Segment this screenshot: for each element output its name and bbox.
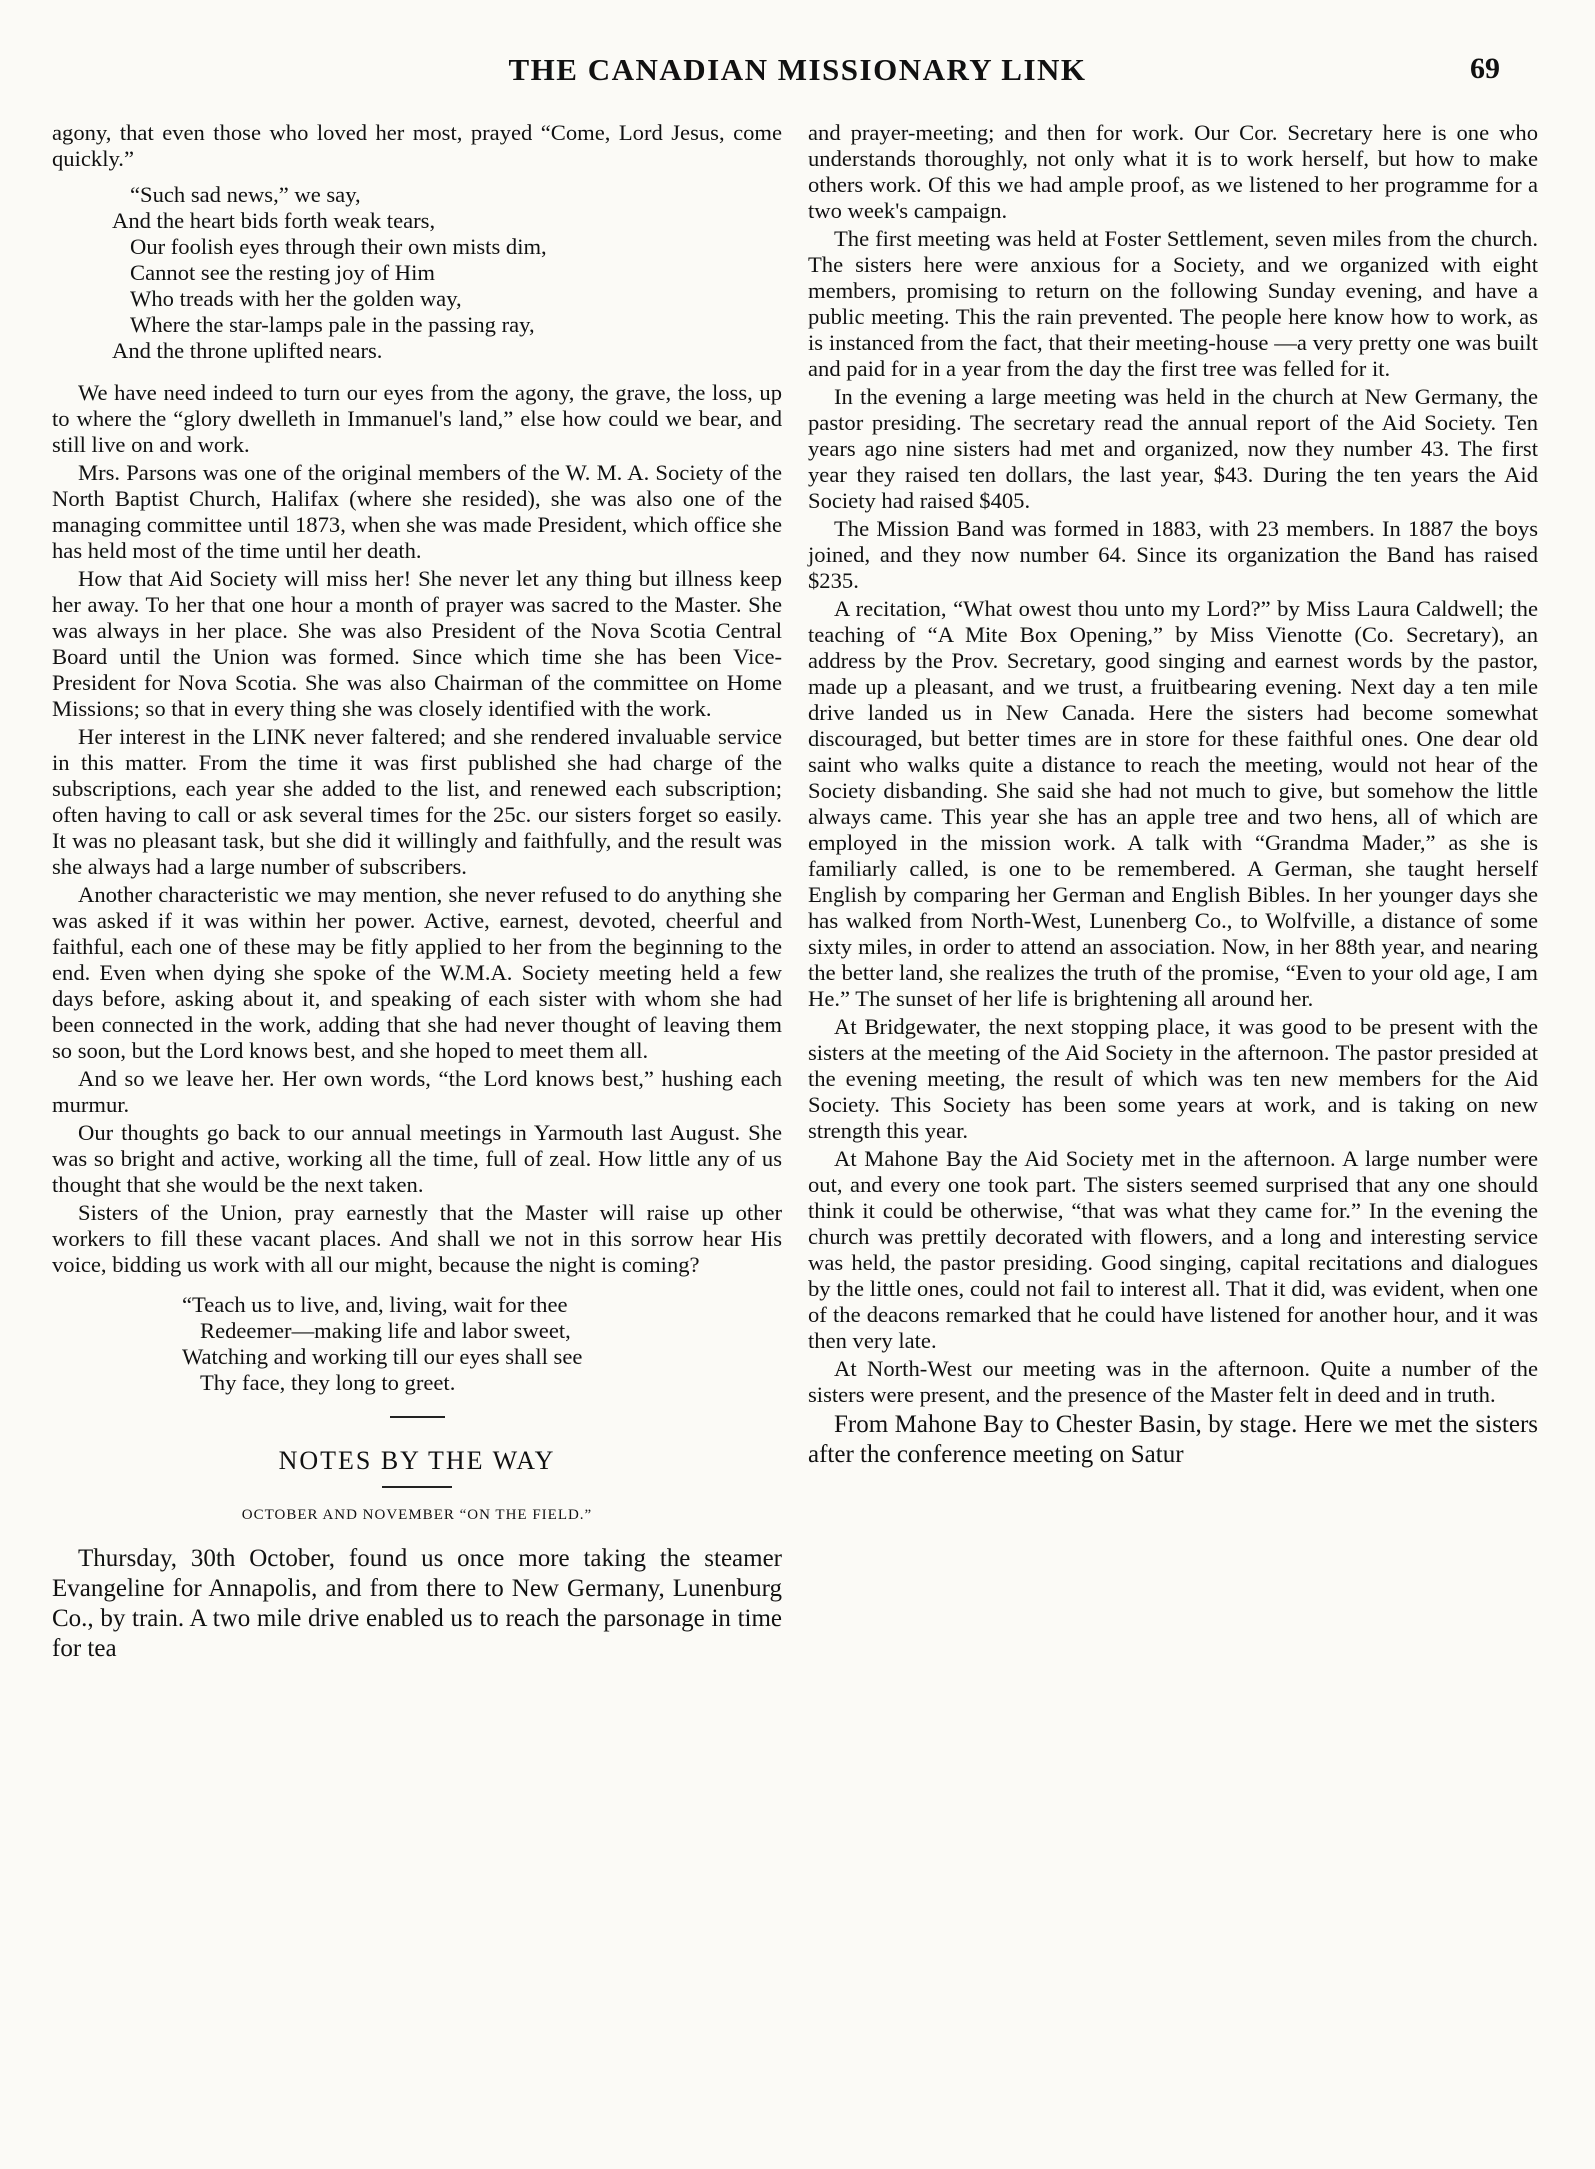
poem-line: Our foolish eyes through their own mists dim,	[130, 234, 547, 259]
paragraph: Sisters of the Union, pray earnestly that the Master will raise up other workers to fill these vacant places. And shall we not in this sorrow hear His voice, bidding us work with all our might, because the night is coming?	[52, 1200, 782, 1277]
publication-title: THE CANADIAN MISSIONARY LINK	[508, 52, 1087, 87]
section-heading: NOTES BY THE WAY	[278, 1446, 556, 1475]
poem-line: Thy face, they long to greet.	[200, 1370, 456, 1395]
page-number: 69	[1470, 52, 1500, 85]
paragraph: Another characteristic we may mention, she never refused to do anything she was asked if it was within her power. Active, earnest, devoted, cheerful and faithful, each one of these may be fitly applied to her from the beginning to the end. Even when dying she spoke of the W.M.A. Society meeting held a few days before, asking about it, and speaking of each sister with whom she had been connected in the work, adding that she had never thought of leaving them so soon, but the Lord knows best, and she hoped to meet them all.	[52, 882, 782, 1063]
paragraph: At Mahone Bay the Aid Society met in the afternoon. A large number were out, and every one took part. The sisters seemed surprised that any one should think it could be otherwise, “that was what they came for.” In the evening the church was prettily decorated with flowers, and a long and interesting service was held, the pastor presiding. Good singing, capital recitations and dialogues by the little ones, could not fail to interest all. That it did, was evident, when one of the deacons remarked that he could have listened for another hour, and it was then very late.	[808, 1146, 1538, 1353]
poem-line: Redeemer—making life and labor sweet,	[200, 1318, 571, 1343]
poem-line: Cannot see the resting joy of Him	[130, 260, 435, 285]
paragraph: In the evening a large meeting was held in the church at New Germany, the pastor presiding. The secretary read the annual report of the Aid Society. Ten years ago nine sisters had met and organized, now they number 43. The first year they raised ten dollars, the last year, $43. During the ten years the Aid Society had raised $405.	[808, 384, 1538, 513]
page-header	[0, 52, 1595, 102]
poem-line: “Teach us to live, and, living, wait for thee	[182, 1292, 568, 1317]
poem-teach-us-to-live	[52, 1292, 782, 1396]
paragraph-opening: agony, that even those who loved her most, prayed “Come, Lord Jesus, come quickly.”	[52, 120, 782, 171]
poem-line: Who treads with her the golden way,	[130, 286, 462, 311]
paragraph: The first meeting was held at Foster Settlement, seven miles from the church. The sisters here were anxious for a Society, and we organized with eight members, promising to return on the following Sunday evening, and have a public meeting. This the rain prevented. The people here know how to work, as is instanced from the fact, that their meeting-house —a very pretty one was built and paid for in a year from the day the first tree was felled for it.	[808, 226, 1538, 381]
poem-line: And the throne uplifted nears.	[112, 338, 383, 363]
paragraph: At North-West our meeting was in the afternoon. Quite a number of the sisters were present, and the presence of the Master felt in deed and in truth.	[808, 1356, 1538, 1407]
divider-rule	[382, 1486, 452, 1488]
paragraph: And so we leave her. Her own words, “the Lord knows best,” hushing each murmur.	[52, 1066, 782, 1117]
paragraph: We have need indeed to turn our eyes from the agony, the grave, the loss, up to where the “glory dwelleth in Immanuel's land,” else how could we bear, and still live on and work.	[52, 380, 782, 457]
paragraph: From Mahone Bay to Chester Basin, by stage. Here we met the sisters after the conference meeting on Satur	[808, 1411, 1538, 1468]
paragraph: At Bridgewater, the next stopping place, it was good to be present with the sisters at the meeting of the Aid Society in the afternoon. The pastor presided at the evening meeting, the result of which was ten new members for the Aid Society. This Society has been some years at work, and is taking on new strength this year.	[808, 1014, 1538, 1143]
paragraph: A recitation, “What owest thou unto my Lord?” by Miss Laura Caldwell; the teaching of “A Mite Box Opening,” by Miss Vienotte (Co. Secretary), an address by the Prov. Secretary, good singing and earnest words by the pastor, made up a pleasant, and we trust, a fruitbearing evening. Next day a ten mile drive landed us in New Canada. Here the sisters had become somewhat discouraged, but better times are in store for these faithful ones. One dear old saint who walks quite a distance to reach the meeting, would not hear of the Society disbanding. She said she had not much to give, but somehow the little always came. This year she has an apple tree and two hens, all of which are employed in the mission work. A talk with “Grandma Mader,” as she is familiarly called, is one to be remembered. A German, she taught herself English by comparing her German and English Bibles. In her younger days she has walked from North-West, Lunenberg Co., to Wolfville, a distance of some sixty miles, in order to attend an association. Now, in her 88th year, and nearing the better land, she realizes the truth of the promise, “Even to your old age, I am He.” The sunset of her life is brightening all around her.	[808, 596, 1538, 1011]
right-column	[808, 120, 1538, 1472]
paragraph: The Mission Band was formed in 1883, with 23 members. In 1887 the boys joined, and they now number 64. Since its organization the Band has raised $235.	[808, 516, 1538, 593]
poem-line: “Such sad news,” we say,	[130, 182, 361, 207]
paragraph: and prayer-meeting; and then for work. Our Cor. Secretary here is one who understands thoroughly, not only what it is to work herself, but how to make others work. Of this we had ample proof, as we listened to her programme for a two week's campaign.	[808, 120, 1538, 223]
paragraph: Mrs. Parsons was one of the original members of the W. M. A. Society of the North Baptist Church, Halifax (where she resided), she was also one of the managing committee until 1873, when she was made President, which office she has held most of the time until her death.	[52, 460, 782, 563]
section-subheading: OCTOBER AND NOVEMBER “ON THE FIELD.”	[241, 1507, 593, 1523]
poem-line: Watching and working till our eyes shall see	[182, 1344, 583, 1369]
paragraph-notes-opening: Thursday, 30th October, found us once more taking the steamer Evangeline for Annapolis, and from there to New Germany, Lunenburg Co., by train. A two mile drive enabled us to reach the parsonage in time for tea	[52, 1545, 782, 1662]
paragraph: Her interest in the LINK never faltered; and she rendered invaluable service in this matter. From the time it was first published she had charge of the subscriptions, each year she added to the list, and renewed each subscription; often having to call or ask several times for the 25c. our sisters forget so easily. It was no pleasant task, but she did it willingly and faithfully, and the result was she always had a large number of subscribers.	[52, 724, 782, 879]
poem-such-sad-news	[52, 182, 782, 364]
divider-rule	[390, 1416, 445, 1418]
paragraph: How that Aid Society will miss her! She never let any thing but illness keep her away. To her that one hour a month of prayer was sacred to the Master. She was always in her place. She was also President of the Nova Scotia Central Board until the Union was formed. Since which time she has been Vice-President for Nova Scotia. She was also Chairman of the committee on Home Missions; so that in every thing she was closely identified with the work.	[52, 566, 782, 721]
poem-line: Where the star-lamps pale in the passing ray,	[130, 312, 535, 337]
poem-line: And the heart bids forth weak tears,	[112, 208, 436, 233]
left-column	[52, 120, 782, 1666]
paragraph: Our thoughts go back to our annual meetings in Yarmouth last August. She was so bright and active, working all the time, full of zeal. How little any of us thought that she would be the next taken.	[52, 1120, 782, 1197]
